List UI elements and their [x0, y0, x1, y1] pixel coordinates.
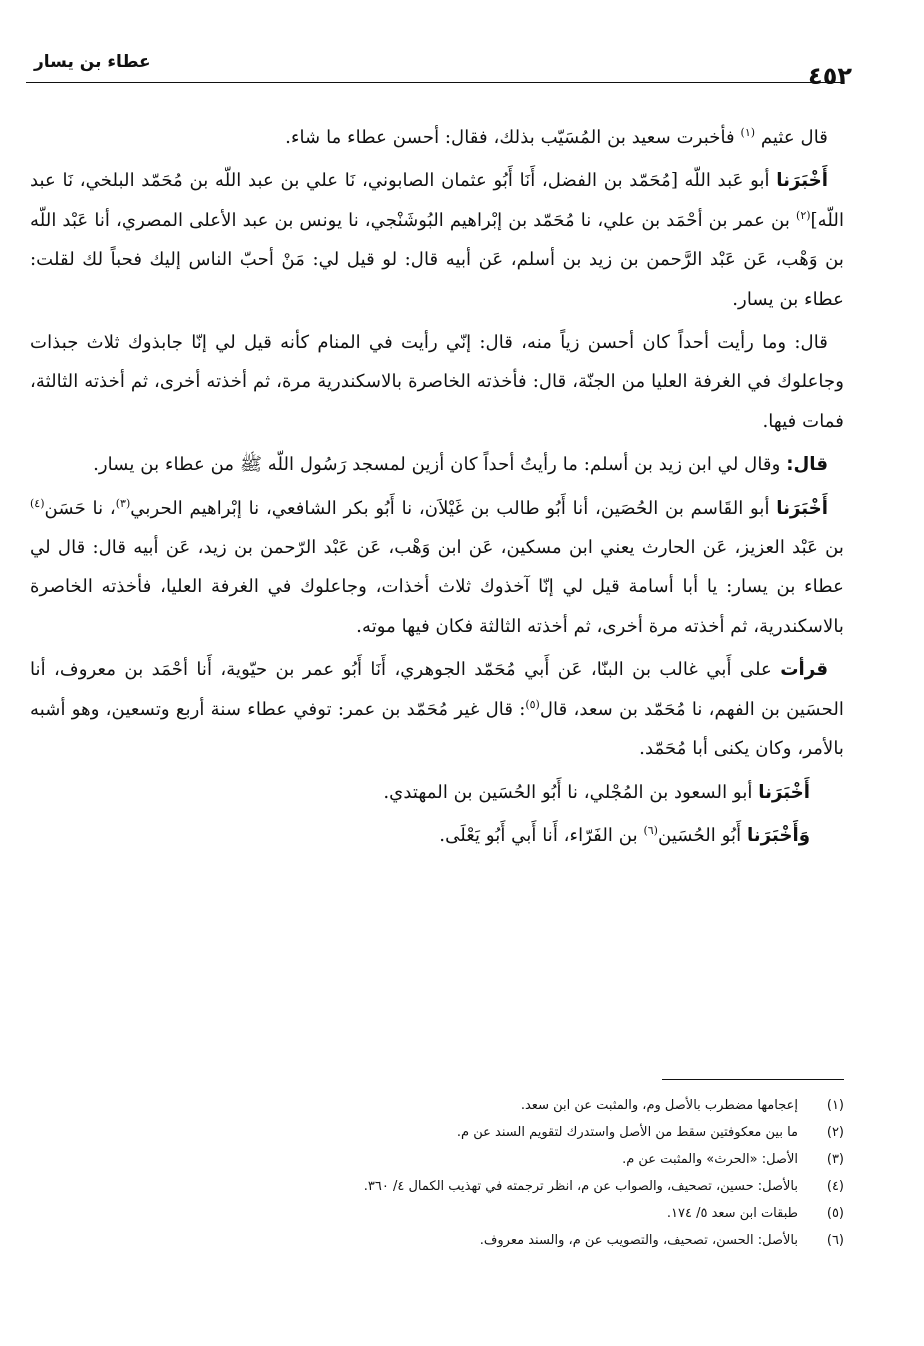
page-number: ٤٥٢: [808, 62, 852, 90]
footnote-number: (١): [826, 1098, 844, 1113]
footnote: [60, 1227, 844, 1254]
narration-keyword: قرأت: [780, 659, 828, 681]
footnote-ref: (١): [740, 125, 756, 139]
narration-keyword: وَأَخْبَرَنا: [746, 824, 810, 846]
paragraph-5: [30, 489, 844, 647]
footnote: [60, 1173, 844, 1200]
footnote-text: إعجامها مضطرب بالأصل وم، والمثبت عن ابن سعد.: [520, 1098, 798, 1113]
footnotes: [60, 1092, 844, 1254]
footnote-text: طبقات ابن سعد ٥/ ١٧٤.: [666, 1206, 798, 1221]
narration-keyword: أَخْبَرَنا: [758, 781, 810, 803]
footnote-number: (٥): [826, 1206, 844, 1221]
main-text: [30, 118, 844, 859]
footnote: [60, 1200, 844, 1227]
paragraph-text: ، نا حَسَن: [44, 497, 116, 519]
paragraph-text: بن عمر بن أحْمَد بن علي، نا مُحَمّد بن إبْراهيم البُوشَنْجي، نا يونس بن عبد الأعلى المصري، أنا عَبْد اللّه بن وَهْب، عَن عَبْد الرَّحمن بن زيد بن أسلم، عَن أبيه قال: لو قيل لي: مَنْ أحبّ الناس إليك فحباً لك لقلت: عطاء بن يسار.: [30, 209, 844, 310]
paragraph-text: قال عثيم: [760, 127, 828, 148]
footnote-ref: (٣): [115, 496, 131, 510]
paragraph-2: [30, 161, 844, 319]
paragraph-8: [30, 816, 844, 855]
paragraph-text: أبو عَبد اللّه [مُحَمّد بن الفضل، أَنَا أَبُو عثمان الصابوني، نَا علي بن عبد اللّه بن مُحَمّد البلخي، نَا عبد اللّه]: [30, 170, 844, 231]
footnote-text: بالأصل: الحسن، تصحيف، والتصويب عن م، والسند معروف.: [479, 1233, 798, 1248]
paragraph-7: [30, 773, 844, 812]
paragraph-text: أبو السعود بن المُجْلي، نا أَبُو الحُسَين بن المهتدي.: [383, 781, 753, 803]
paragraph-text: وقال لي ابن زيد بن أسلم: ما رأيتُ أحداً كان أزين لمسجد رَسُول اللّه ﷺ من عطاء بن يسار.: [93, 454, 781, 476]
footnote: [60, 1119, 844, 1146]
paragraph-1: [30, 118, 844, 157]
footnote-ref: (٢): [796, 208, 811, 222]
paragraph-text: بن عَبْد العزيز، عَن الحارث يعني ابن مسكين، عَن ابن وَهْب، عَن عَبْد الرّحمن بن زيد، عَن أبيه قال: قال لي عطاء بن يسار: يا أبا أسامة قيل لي إنّا آخذوك ثلاث أخذات، وجاعلوك في الغرفة العليا، فأخذته الخاصرة بالاسكندرية، ثم أخذته مرة أخرى، ثم أخذته الثالثة فكان فيها موته.: [30, 537, 844, 637]
footnote-text: الأصل: «الحرث» والمثبت عن م.: [622, 1152, 798, 1167]
paragraph-text: على أَبي غالب بن البنّا، عَن أَبي مُحَمّد الجوهري، أَنَا أَبُو عمر بن حيّوية، أَنا أحْمَد بن معروف، أنا الحسَين بن الفهم، نا مُحَمّد بن سعد، قال: [30, 659, 844, 720]
paragraph-text: : قال غير مُحَمّد بن عمر: توفي عطاء سنة أربع وتسعين، وهو أشبه بالأمر، وكان يكنى أبا مُحَمّد.: [30, 698, 844, 760]
footnote-number: (٣): [826, 1152, 844, 1167]
paragraph-text: قال: وما رأيت أحداً كان أحسن زياً منه، قال: إنّي رأيت في المنام كأنه قيل لي إنّا جابذوك ثلاث جبذات وجاعلوك في الغرفة العليا من الجنّة، قال: فأخذته الخاصرة بالاسكندرية مرة، ثم أخذته أخرى، ثم أخذته الثالثة، فمات فيها.: [30, 332, 844, 432]
footnote-number: (٢): [826, 1125, 844, 1140]
footnote-ref: (٥): [525, 697, 540, 711]
paragraph-text: فأخبرت سعيد بن المُسَيّب بذلك، فقال: أحسن عطاء ما شاء.: [285, 127, 735, 148]
footnote: [60, 1092, 844, 1119]
footnote-separator: [662, 1079, 844, 1080]
paragraph-3: [30, 323, 844, 441]
footnote-text: ما بين معكوفتين سقط من الأصل واستدرك لتقويم السند عن م.: [456, 1125, 798, 1140]
paragraph-text: أبو القَاسم بن الحُصَين، أنا أَبُو طالب بن غَيْلاَن، نا أَبُو بكر الشافعي، نا إبْراهيم الحربي: [130, 497, 770, 519]
narration-keyword: قال:: [786, 454, 828, 476]
footnote-text: بالأصل: حسين، تصحيف، والصواب عن م، انظر ترجمته في تهذيب الكمال ٤/ ٣٦٠.: [363, 1179, 798, 1194]
paragraph-text: أَبُو الحُسَين: [657, 824, 742, 846]
paragraph-text: بن الفَرّاء، أَنا أَبي أَبُو يَعْلَى.: [439, 824, 638, 846]
footnote-ref: (٦): [643, 823, 658, 837]
narration-keyword: أَخْبَرَنا: [776, 497, 828, 519]
paragraph-4: [30, 445, 844, 484]
footnote: [60, 1146, 844, 1173]
running-title: عطاء بن يسار: [34, 52, 151, 72]
paragraph-6: [30, 650, 844, 768]
footnote-number: (٤): [826, 1179, 844, 1194]
footnote-ref: (٤): [30, 496, 45, 510]
header-rule: [26, 82, 844, 83]
narration-keyword: أَخْبَرَنا: [776, 170, 828, 192]
footnote-number: (٦): [826, 1233, 844, 1248]
